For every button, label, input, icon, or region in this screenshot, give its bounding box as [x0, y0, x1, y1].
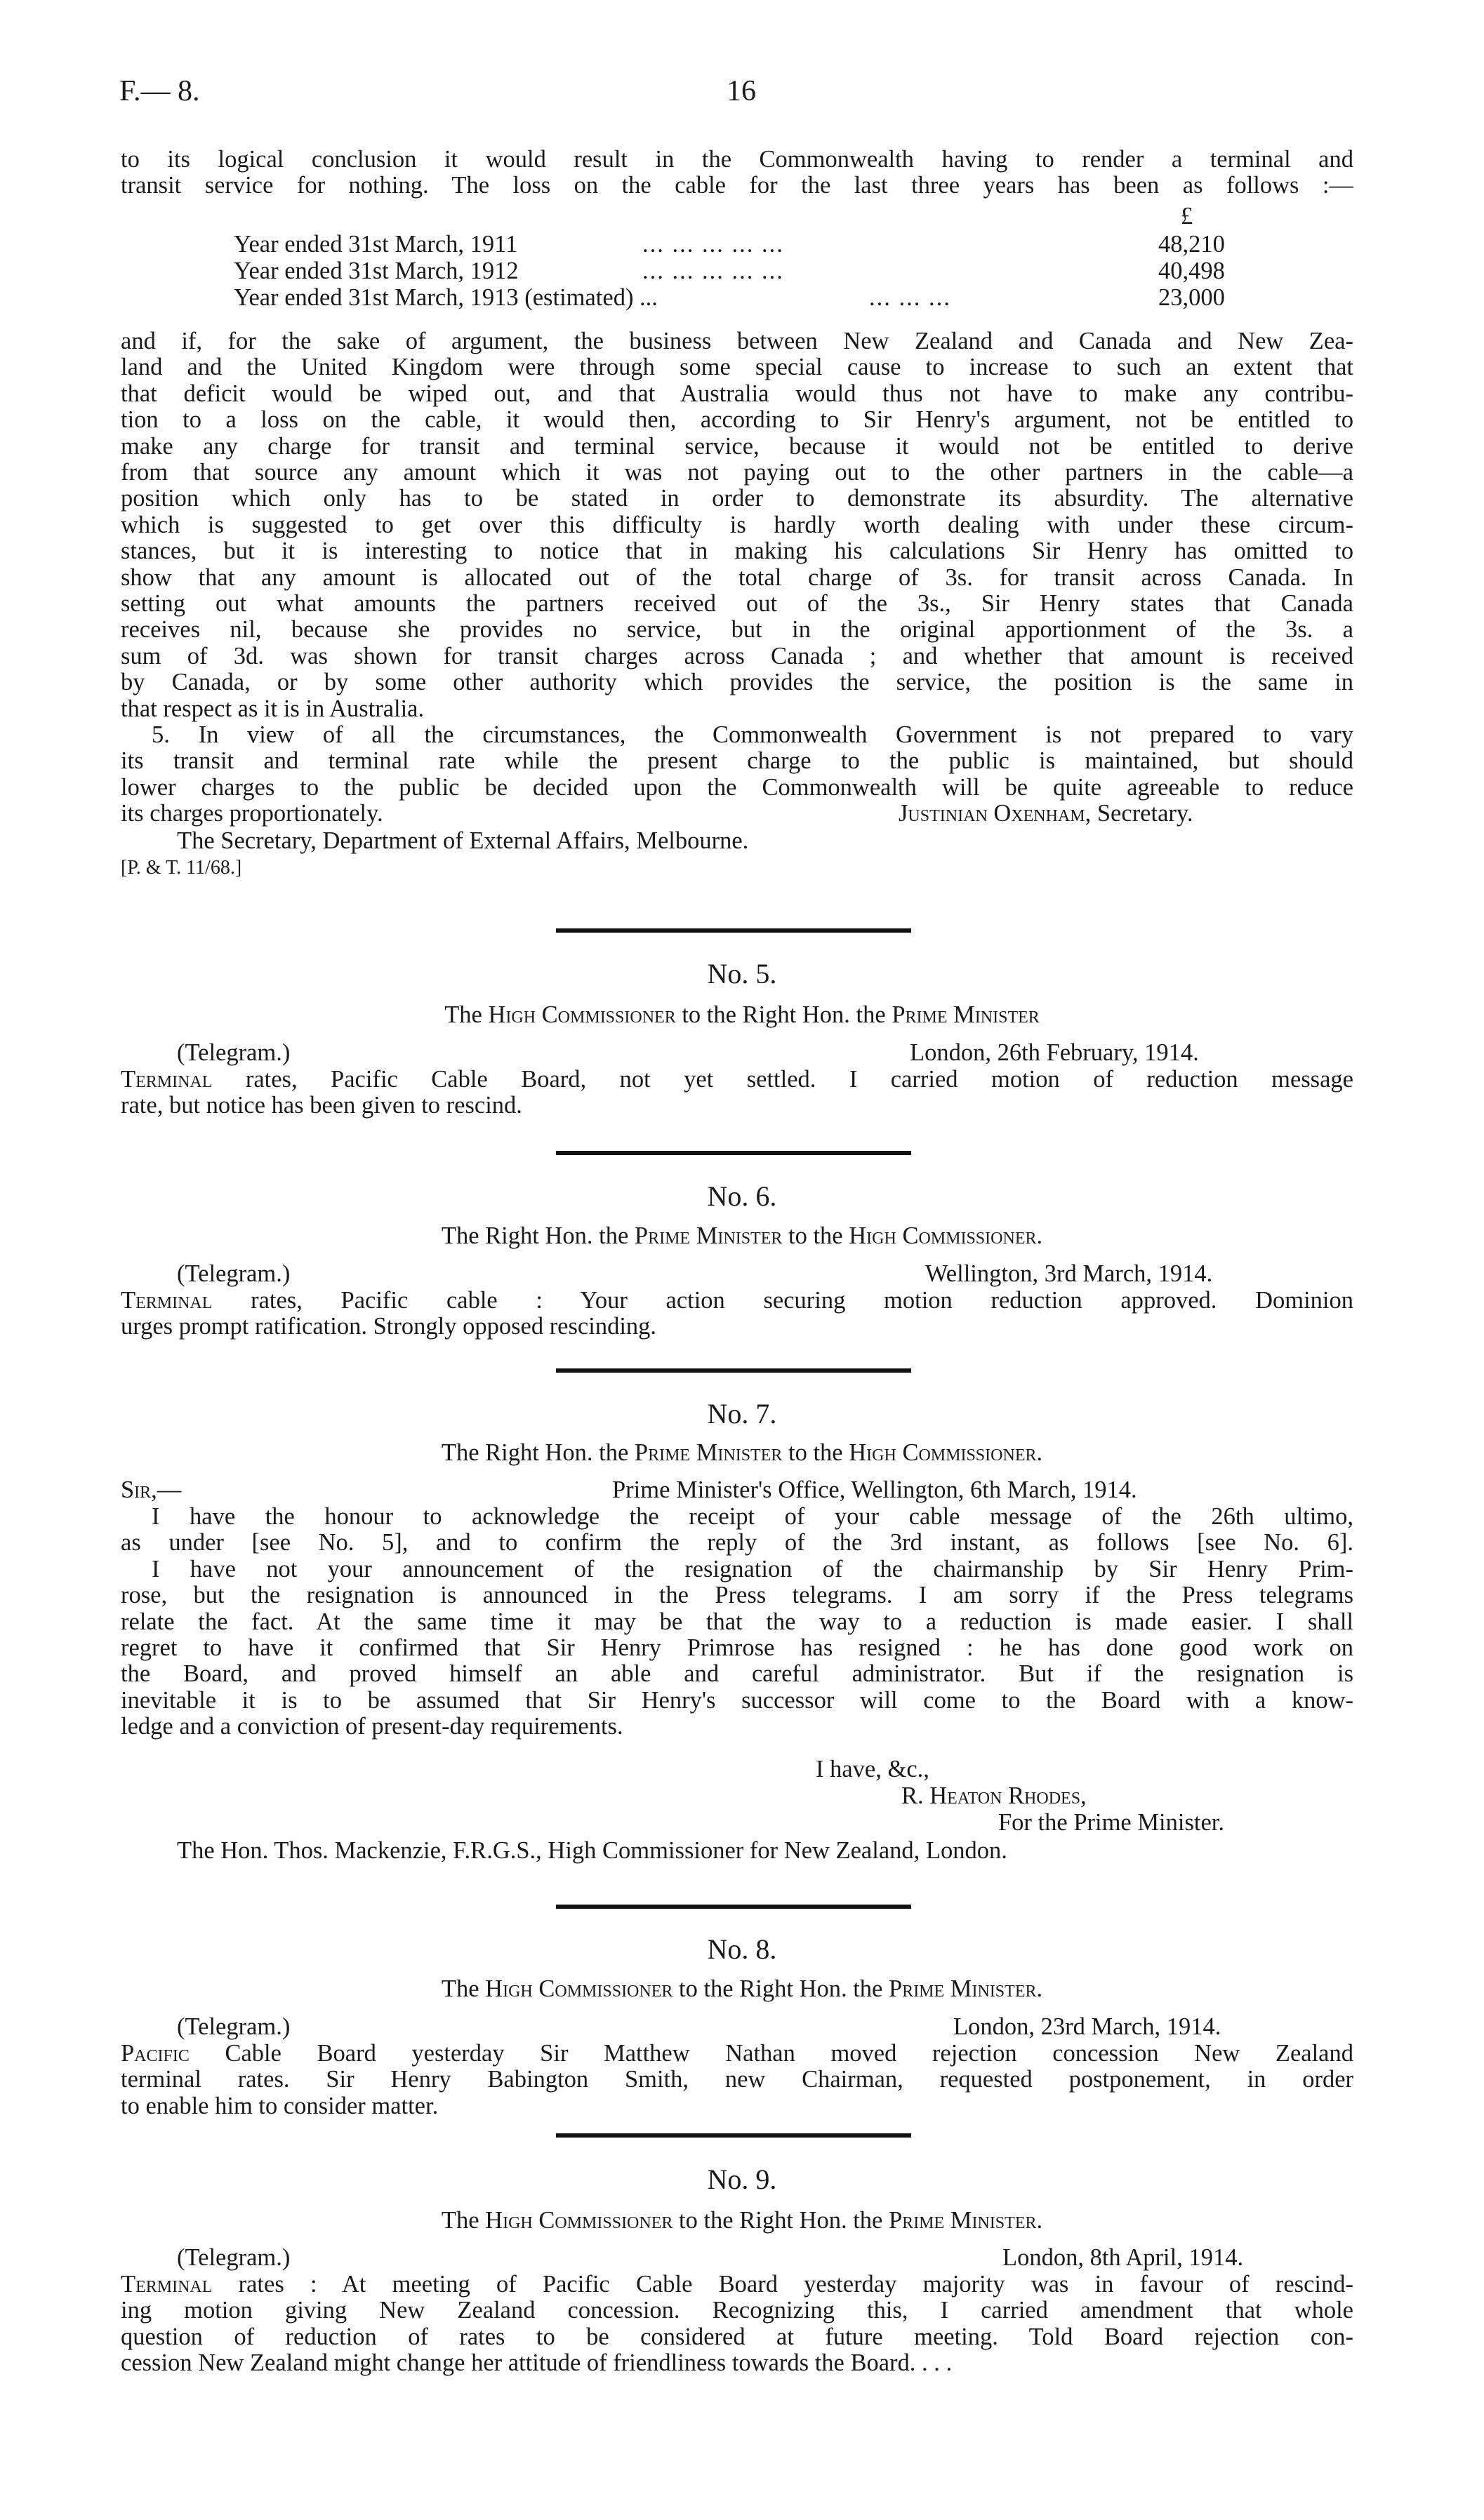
loss-year: Year ended 31st March, 1912 [234, 258, 519, 284]
message-type: (Telegram.) [177, 2244, 291, 2271]
text-line: lower charges to the public be decided upon the Commonwealth will be quite agreeable to reduce [121, 774, 1353, 801]
subtitle-to: High Commissioner. [849, 1439, 1043, 1466]
loss-year: Year ended 31st March, 1913 (estimated) ... [234, 284, 658, 311]
closing: I have, &c., [816, 1756, 929, 1782]
message-body [121, 2272, 1353, 2377]
text-line: cession New Zealand might change her attitude of friendliness towards the Board. . . . [121, 2349, 953, 2377]
text-line: its charges proportionately. [121, 800, 383, 827]
leader-dots: ... ... ... ... ... [642, 231, 784, 258]
signer-title: , Secretary. [1085, 800, 1193, 827]
letter-body [121, 1504, 1353, 1740]
text-line: urges prompt ratification. Strongly opposed rescinding. [121, 1313, 657, 1340]
section-divider [556, 1368, 911, 1373]
text-line: from that source any amount which it was not paying out to the other partners in the cable—a [121, 460, 1353, 486]
text-line: to its logical conclusion it would result in the Commonwealth having to render a terminal and [121, 147, 1353, 173]
message-body [121, 1067, 1353, 1119]
signer-role: For the Prime Minister. [998, 1809, 1224, 1836]
text-line: inevitable it is to be assumed that Sir Henry's successor will come to the Board with a know- [121, 1687, 1353, 1714]
subtitle-text: to the Right Hon. the [673, 2207, 889, 2234]
text-line: regret to have it confirmed that Sir Henry Primrose has resigned : he has done good work on [121, 1635, 1353, 1662]
salutation: Sir,— [121, 1476, 182, 1503]
file-reference: [P. & T. 11/68.] [121, 857, 242, 879]
section-subtitle [0, 1223, 1484, 1249]
text-line: rate, but notice has been given to rescind. [121, 1092, 522, 1119]
text-line: terminal rates. Sir Henry Babington Smith, new Chairman, requested postponement, in order [121, 2067, 1353, 2093]
text-line: sum of 3d. was shown for transit charges across Canada ; and whether that amount is received [121, 643, 1353, 669]
subtitle-text: to the [782, 1222, 849, 1249]
text-line: ledge and a conviction of present-day requirements. [121, 1713, 623, 1740]
loss-amount: 48,210 [1158, 231, 1225, 258]
leader-dots: ... ... ... ... ... [642, 258, 784, 284]
subtitle-to: Prime Minister. [889, 1975, 1043, 2002]
addressee: The Hon. Thos. Mackenzie, F.R.G.S., High Commissioner for New Zealand, London. [177, 1837, 1007, 1864]
place-date: London, 23rd March, 1914. [953, 2013, 1221, 2040]
text-line: rose, but the resignation is announced in the Press telegrams. I am sorry if the Press telegrams [121, 1582, 1353, 1609]
text-line: the Board, and proved himself an able and careful administrator. But if the resignation is [121, 1661, 1353, 1688]
subtitle-to: Prime Minister. [889, 2207, 1043, 2234]
text-line: that deficit would be wiped out, and that Australia would thus not have to make any contribu- [121, 380, 1353, 407]
subtitle-text: The Right Hon. the [441, 1222, 635, 1249]
subtitle-text: to the Right Hon. the [673, 1975, 889, 2002]
message-type: (Telegram.) [177, 2013, 291, 2040]
text-line: that respect as it is in Australia. [121, 695, 425, 722]
text-line: I have not your announcement of the resignation of the chairmanship by Sir Henry Prim- [152, 1556, 1353, 1582]
subtitle-from: High Commissioner [488, 1001, 676, 1028]
line-text: rates, Pacific cable : Your action securing motion reduction approved. Dominion [212, 1288, 1353, 1314]
text-line: its transit and terminal rate while the present charge to the public is maintained, but should [121, 748, 1353, 775]
subtitle-text: The [444, 1001, 489, 1028]
text-line: question of reduction of rates to be considered at future meeting. Told Board rejection con- [121, 2324, 1353, 2350]
text-line: ing motion giving New Zealand concession. Recognizing this, I carried amendment that whole [121, 2298, 1353, 2324]
section-number: No. 6. [707, 1180, 777, 1212]
section-divider [556, 1151, 911, 1155]
signature-secretary [899, 801, 1193, 827]
place-date: London, 26th February, 1914. [910, 1039, 1199, 1066]
section-subtitle [0, 2208, 1484, 2234]
text-line [121, 1288, 1353, 1314]
section-number: No. 9. [707, 2164, 777, 2195]
section-divider [556, 1905, 911, 1909]
text-line: tion to a loss on the cable, it would then, according to Sir Henry's argument, not be entitled to [121, 407, 1353, 434]
section-divider [556, 2133, 911, 2138]
subtitle-from: Prime Minister [634, 1439, 783, 1466]
place-date: London, 8th April, 1914. [1002, 2244, 1244, 2271]
page-number: 16 [727, 75, 756, 107]
subtitle-text: The [441, 2207, 486, 2234]
text-line: stances, but it is interesting to notice that in making his calculations Sir Henry has omitted to [121, 538, 1353, 565]
text-line: relate the fact. At the same time it may be that the way to a reduction is made easier. I shall [121, 1608, 1353, 1635]
text-line: transit service for nothing. The loss on the cable for the last three years has been as follows :— [121, 173, 1353, 199]
text-line: setting out what amounts the partners received out of the 3s., Sir Henry states that Canada [121, 591, 1353, 618]
text-line: which is suggested to get over this difficulty is hardly worth dealing with under these circum- [121, 512, 1353, 538]
text-line [121, 2041, 1353, 2067]
lead-word: Terminal [121, 1067, 213, 1093]
message-type: (Telegram.) [177, 1039, 291, 1066]
lead-word: Terminal [121, 2272, 213, 2298]
subtitle-to: High Commissioner. [849, 1222, 1043, 1249]
signer-name: R. Heaton Rhodes, [901, 1782, 1087, 1809]
loss-year: Year ended 31st March, 1911 [234, 231, 518, 258]
section-number: No. 8. [707, 1933, 777, 1965]
subtitle-from: Prime Minister [634, 1222, 783, 1249]
subtitle-text: to the Right Hon. the [675, 1001, 892, 1028]
text-line: receives nil, because she provides no service, but in the original apportionment of the 3s. a [121, 617, 1353, 644]
text-line [121, 2272, 1353, 2298]
line-text: rates, Pacific Cable Board, not yet settled. I carried motion of reduction message [212, 1067, 1353, 1093]
line-text: rates : At meeting of Pacific Cable Board yesterday majority was in favour of rescind- [212, 2272, 1353, 2298]
section-divider [556, 928, 911, 933]
subtitle-from: High Commissioner [485, 1975, 673, 2002]
line-text: Cable Board yesterday Sir Matthew Nathan moved rejection concession New Zealand [189, 2041, 1353, 2067]
document-reference: F.— 8. [119, 75, 200, 107]
section-number: No. 7. [707, 1398, 777, 1429]
argument-paragraph [121, 328, 1353, 722]
text-line: as under [see No. 5], and to confirm the reply of the 3rd instant, as follows [see No. 6]. [121, 1530, 1353, 1556]
text-line: position which only has to be stated in order to demonstrate its absurdity. The alternative [121, 486, 1353, 512]
text-line: by Canada, or by some other authority which provides the service, the position is the same in [121, 669, 1353, 696]
loss-amount: 23,000 [1158, 284, 1225, 311]
text-line: show that any amount is allocated out of the total charge of 3s. for transit across Canada. In [121, 564, 1353, 591]
leader-dots: ... ... ... [869, 284, 951, 311]
message-body [121, 2041, 1353, 2119]
text-line: and if, for the sake of argument, the business between New Zealand and Canada and New Zea- [121, 328, 1353, 354]
intro-paragraph [121, 147, 1353, 199]
text-line: I have the honour to acknowledge the receipt of your cable message of the 26th ultimo, [152, 1504, 1353, 1530]
place-date: Prime Minister's Office, Wellington, 6th March, 1914. [612, 1476, 1137, 1503]
lead-word: Pacific [121, 2041, 190, 2067]
lead-word: Terminal [121, 1288, 213, 1314]
subtitle-text: The [441, 1975, 486, 2002]
subtitle-from: High Commissioner [485, 2207, 673, 2234]
currency-symbol: £ [1181, 203, 1193, 229]
subtitle-text: The Right Hon. the [441, 1439, 635, 1466]
place-date: Wellington, 3rd March, 1914. [925, 1260, 1213, 1287]
text-line: 5. In view of all the circumstances, the Commonwealth Government is not prepared to vary [152, 722, 1353, 748]
addressee: The Secretary, Department of External Affairs, Melbourne. [177, 827, 749, 854]
text-line [121, 1067, 1353, 1093]
text-line: make any charge for transit and terminal service, because it would not be entitled to derive [121, 433, 1353, 460]
section-subtitle [0, 1002, 1484, 1028]
subtitle-to: Prime Minister [892, 1001, 1040, 1028]
text-line: land and the United Kingdom were through some special cause to increase to such an extent that [121, 354, 1353, 381]
section-subtitle [0, 1440, 1484, 1466]
message-type: (Telegram.) [177, 1260, 291, 1287]
text-line: to enable him to consider matter. [121, 2092, 439, 2119]
message-body [121, 1288, 1353, 1340]
loss-amount: 40,498 [1158, 258, 1225, 284]
section-number: No. 5. [707, 958, 777, 989]
section-subtitle [0, 1976, 1484, 2002]
subtitle-text: to the [782, 1439, 849, 1466]
signer-name: Justinian Oxenham [899, 800, 1085, 827]
